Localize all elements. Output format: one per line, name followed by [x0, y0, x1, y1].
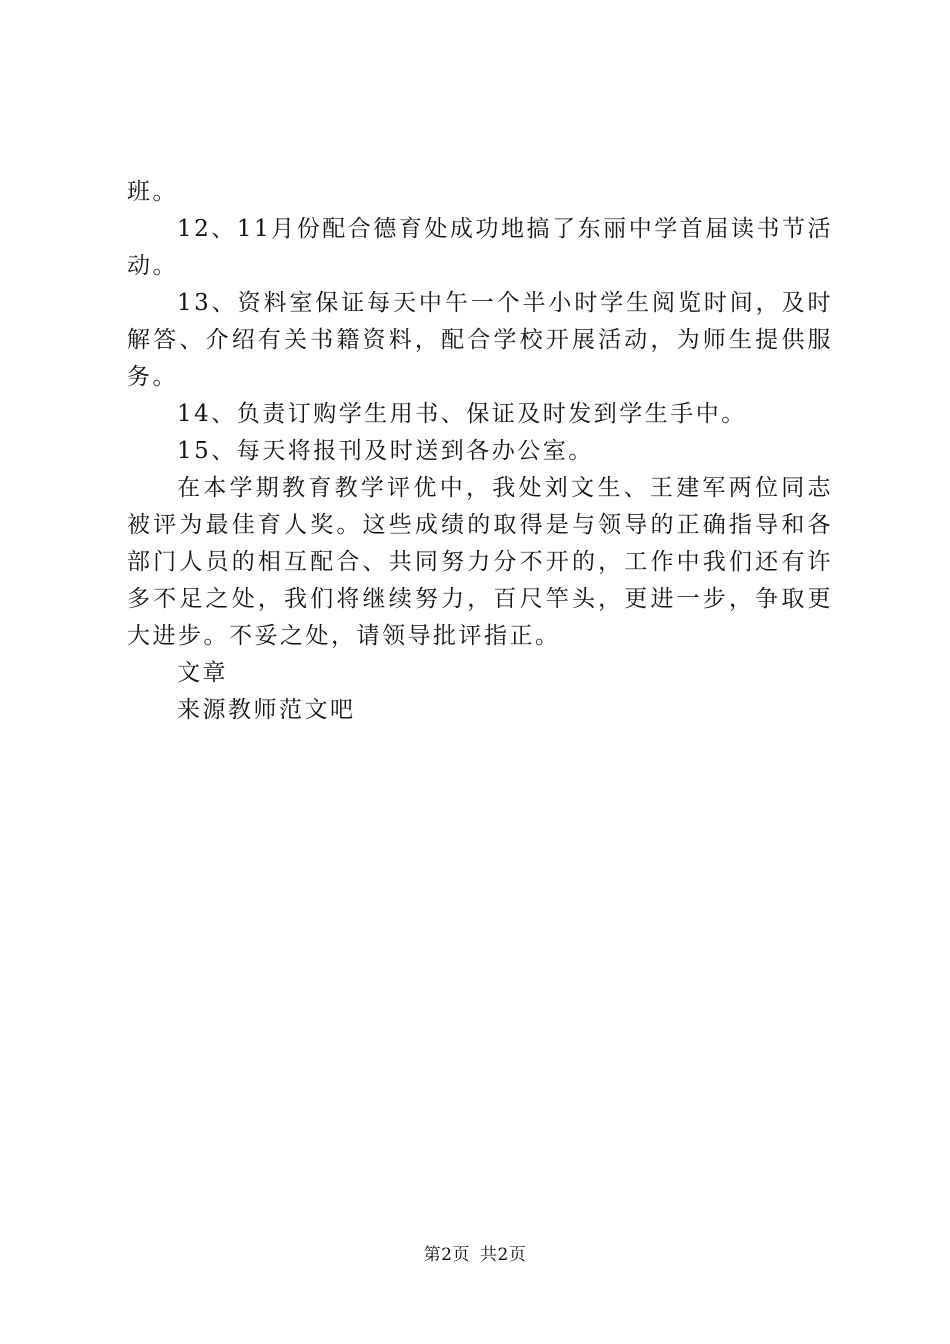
- paragraph-continuation: 班。: [127, 179, 178, 205]
- paragraph-item-12: 12、11月份配合德育处成功地搞了东丽中学首届读书节活动。: [127, 216, 833, 279]
- page-footer: [0, 1244, 950, 1266]
- page-number: 第2页: [423, 1245, 470, 1265]
- paragraph-summary: 在本学期教育教学评优中，我处刘文生、王建军两位同志被评为最佳育人奖。这些成绩的取得是与领导的正确指导和各部门人员的相互配合、共同努力分不开的，工作中我们还有许多不足之处，我们将继续努力，百尺竿头，更进一步，争取更大进步。不妥之处，请领导批评指正。: [127, 475, 833, 649]
- paragraph-item-14: 14、负责订购学生用书、保证及时发到学生手中。: [177, 401, 747, 427]
- paragraph-item-13: 13、资料室保证每天中午一个半小时学生阅览时间，及时解答、介绍有关书籍资料，配合学校开展活动，为师生提供服务。: [127, 290, 833, 390]
- paragraph-item-15: 15、每天将报刊及时送到各办公室。: [177, 438, 594, 464]
- page-total: 共2页: [480, 1245, 527, 1265]
- document-body: [127, 174, 833, 729]
- paragraph-source-name: 来源教师范文吧: [177, 697, 356, 723]
- paragraph-source-label: 文章: [177, 660, 228, 686]
